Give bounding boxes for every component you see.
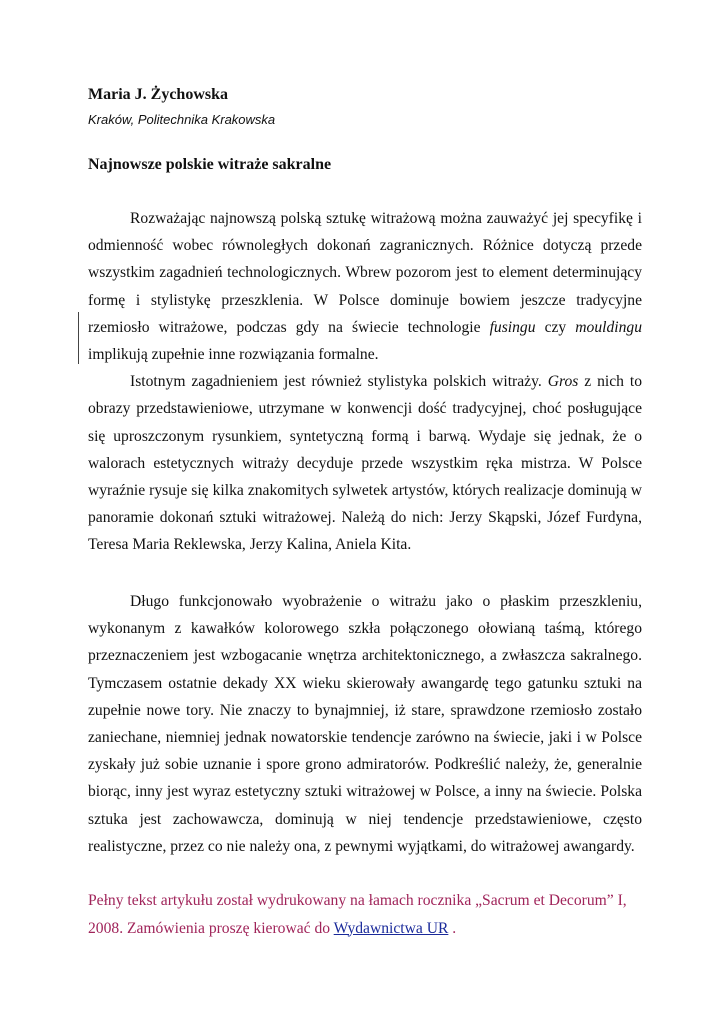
author-name: Maria J. Żychowska xyxy=(88,86,228,103)
paragraph-1-text-a: Rozważając najnowszą polską sztukę witrażową można zauważyć jej specyfikę i odmienność wobec równoległych dokonań zagranicznych. Różnice dotyczą przede wszystkim zagadnień technologicznych. Wbrew pozorom jest to element determinujący formę i stylistykę przeszklenia. W Polsce dominuje bowiem jeszcze tradycyjne rzemiosło witrażowe, podczas gdy na świecie technologie xyxy=(88,210,642,336)
publication-note xyxy=(88,887,648,942)
paragraph-3: Długo funkcjonowało wyobrażenie o witrażu jako o płaskim przeszkleniu, wykonanym z kawałków kolorowego szkła połączonego ołowianą taśmą, którego przeznaczeniem jest wzbogacanie wnętrza architektonicznego, a zwłaszcza sakralnego. Tymczasem ostatnie dekady XX wieku skierowały awangardę tego gatunku sztuki na zupełnie nowe tory. Nie znaczy to bynajmniej, iż stare, sprawdzone rzemiosło zostało zaniechane, niemniej jednak nowatorskie tendencje zarówno na świecie, jaki i w Polsce zyskały już sobie uznanie i spore grono admiratorów. Podkreślić należy, że, generalnie biorąc, inny jest wyraz estetyczny sztuki witrażowej w Polsce, a inny na świecie. Polska sztuka jest zachowawcza, dominują w niej tendencje przedstawieniowe, często realistyczne, przez co nie należy ona, z pewnymi wyjątkami, do witrażowej awangardy. xyxy=(88,593,642,855)
paragraph-1 xyxy=(88,205,642,368)
article-body-part1 xyxy=(88,205,642,559)
article-body-part2 xyxy=(88,588,642,860)
author-affiliation: Kraków, Politechnika Krakowska xyxy=(88,112,276,127)
paragraph-1-text-b: czy xyxy=(535,318,576,336)
paragraph-1-text-c: implikują zupełnie inne rozwiązania formalne. xyxy=(88,346,379,364)
term-fusing: fusingu xyxy=(489,318,536,336)
paragraph-2-text-b: z nich to obrazy przedstawieniowe, utrzymane w konwencji dość tradycyjnej, choć posługujące się uproszczonym rysunkiem, syntetyczną formą i barwą. Wydaje się jednak, że o walorach estetycznych witraży decyduje przede wszystkim ręka mistrza. W Polsce wyraźnie rysuje się kilka znakomitych sylwetek artystów, których realizacje dominują w panoramie dokonań sztuki witrażowej. Należą do nich: Jerzy Skąpski, Józef Furdyna, Teresa Maria Reklewska, Jerzy Kalina, Aniela Kita. xyxy=(88,373,642,554)
publication-note-end: . xyxy=(448,919,457,937)
article-title: Najnowsze polskie witraże sakralne xyxy=(88,156,332,173)
margin-change-bar xyxy=(78,312,79,364)
term-moulding: mouldingu xyxy=(575,318,642,336)
paragraph-2 xyxy=(88,368,642,558)
publication-note-text: Pełny tekst artykułu został wydrukowany na łamach rocznika „Sacrum et Decorum” I, 2008. Zamówienia proszę kierować do xyxy=(88,892,627,937)
paragraph-2-text-a: Istotnym zagadnieniem jest również stylistyka polskich witraży. xyxy=(130,373,548,391)
term-gros: Gros xyxy=(547,373,579,391)
publisher-link[interactable]: Wydawnictwa UR xyxy=(333,919,449,937)
